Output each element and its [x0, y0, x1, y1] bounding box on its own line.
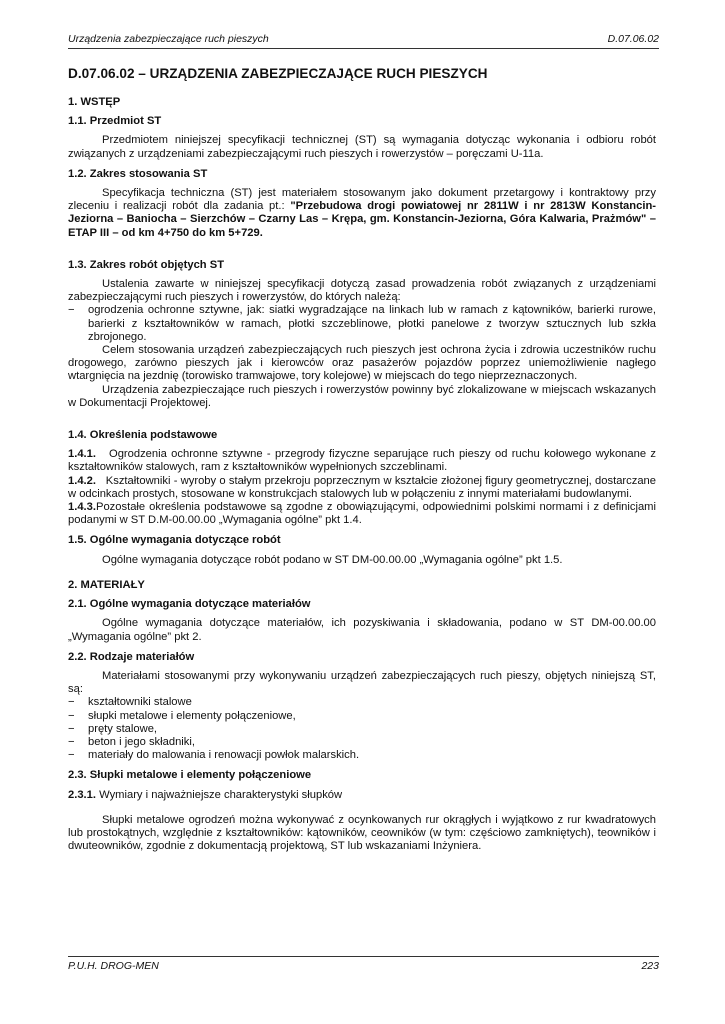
page-header [68, 33, 659, 49]
definition-number: 1.4.1. [68, 448, 96, 461]
page-title: D.07.06.02 – URZĄDZENIA ZABEZPIECZAJĄCE RUCH PIESZYCH [68, 66, 488, 81]
definition-number: 1.4.2. [68, 474, 96, 487]
list-item: − ogrodzenia ochronne sztywne, jak: siatki wygradzające na linkach lub w ramach z kątowników, barierki rurowe, barierki z kształtowników w ramach, płotki szczeblinowe, płotki panelowe z tworzyw sztucznych lub szkła zbrojonego. [68, 304, 656, 344]
definition-1-4-1 [68, 448, 656, 474]
paragraph-1-5: Ogólne wymagania dotyczące robót podano w ST DM-00.00.00 „Wymagania ogólne” pkt 1.5. [102, 553, 563, 566]
subsection-2-3-heading: 2.3. Słupki metalowe i elementy połączeniowe [68, 769, 312, 782]
definition-number: 2.3.1. [68, 788, 96, 801]
paragraph-2-2: Materiałami stosowanymi przy wykonywaniu urządzeń zabezpieczających ruch pieszy, objętych niniejszą ST, są: [68, 669, 656, 696]
paragraph-2-1: Ogólne wymagania dotyczące materiałów, ich pozyskiwania i składowania, podano w ST DM-00.00.00 „Wymagania ogólne” pkt 2. [68, 617, 656, 643]
paragraph-1-3-purpose: Celem stosowania urządzeń zabezpieczających ruch pieszych jest ochrona życia i zdrowia uczestników ruchu drogowego, zarówno pieszych jak i kierowców oraz pasażerów pojazdów poprzez uniemożliwienie nagłego wtargnięcia na jezdnię (torowisko tramwajowe, tory kolejowe) w miejscach do tego nieprzeznaczonych. [68, 344, 656, 383]
paragraph-2-3-1: Słupki metalowe ogrodzeń można wykonywać z ocynkowanych rur okrągłych i wyjątkowo z rur kwadratowych lub prostokątnych, względnie z kształtowników: kątowników, ceowników (w tym: częściowo zamkniętych), teowników i dwuteowników, zgodnie z dokumentacją projektową, ST lub wskazaniami Inżyniera. [68, 813, 656, 853]
definition-text: Pozostałe określenia podstawowe są zgodne z obowiązującymi, odpowiednimi polskimi normami i z definicjami podanymi w ST D.M-00.00.00 „Wymagania ogólne” pkt 1.4. [68, 501, 656, 527]
definition-2-3-1 [68, 789, 656, 802]
subsection-1-1-heading: 1.1. Przedmiot ST [68, 115, 162, 128]
footer-company: P.U.H. DROG-MEN [68, 960, 159, 972]
paragraph-1-3-intro: Ustalenia zawarte w niniejszej specyfikacji dotyczą zasad prowadzenia robót związanych z urządzeniami zabezpieczającymi ruch pieszych i rowerzystów, do których należą: [68, 278, 656, 304]
definition-text: Wymiary i najważniejsze charakterystyki słupków [99, 788, 343, 801]
subsection-2-2-heading: 2.2. Rodzaje materiałów [68, 650, 195, 663]
header-doc-code: D.07.06.02 [607, 33, 659, 45]
paragraph-1-2 [68, 187, 656, 240]
scope-list [68, 304, 656, 344]
definition-1-4-2 [68, 475, 656, 501]
list-item: − kształtowniki stalowe [68, 696, 656, 709]
definition-text: Kształtowniki - wyroby o stałym przekroju poprzecznym w kształcie złożonej figury geometrycznej, dostarczane w odcinkach prostych, stosowane w konstrukcjach stalowych lub w połączeniu z innymi materiałami budowlanymi. [68, 474, 656, 500]
definition-text: Ogrodzenia ochronne sztywne - przegrody fizyczne separujące ruch pieszy od ruchu kołowego wykonane z kształtowników stalowych, ram z kształtowników wypełnionych szczeblinami. [68, 448, 656, 474]
subsection-1-2-heading: 1.2. Zakres stosowania ST [68, 167, 208, 180]
document-body [68, 66, 656, 853]
materials-list [68, 696, 656, 762]
section-1-heading: 1. WSTĘP [68, 96, 121, 108]
project-name: "Przebudowa drogi powiatowej nr 2811W i nr 2813W Konstancin-Jeziorna – Baniocha – Sierzchów – Czarny Las – Krępa, gm. Konstancin-Jeziorna, Góra Kalwaria, Prażmów" – ETAP III – od km 4+750 do km 5+729. [68, 200, 657, 239]
header-doc-title: Urządzenia zabezpieczające ruch pieszych [68, 33, 269, 45]
definition-1-4-3 [68, 501, 656, 527]
subsection-2-1-heading: 2.1. Ogólne wymagania dotyczące materiałów [68, 598, 311, 611]
subsection-1-5-heading: 1.5. Ogólne wymagania dotyczące robót [68, 534, 281, 547]
list-item: − słupki metalowe i elementy połączeniowe, [68, 710, 656, 723]
page-footer [68, 956, 659, 973]
list-item: − pręty stalowe, [68, 723, 656, 736]
paragraph-1-1: Przedmiotem niniejszej specyfikacji technicznej (ST) są wymagania dotycząc wykonania i odbioru robót związanych z urządzeniami zabezpieczającymi ruch pieszych i rowerzystów – poręczami U-11a. [68, 134, 656, 160]
paragraph-1-2-text: Specyfikacja techniczna (ST) jest materiałem stosowanym jako dokument przetargowy i kontraktowy przy zleceniu i realizacji robót dla zadania pt.: [68, 187, 656, 213]
subsection-1-3-heading: 1.3. Zakres robót objętych ST [68, 258, 225, 271]
subsection-1-4-heading: 1.4. Określenia podstawowe [68, 429, 218, 442]
definition-number: 1.4.3. [68, 501, 96, 514]
paragraph-1-3-location: Urządzenia zabezpieczające ruch pieszych i rowerzystów powinny być zlokalizowane w miejscach wskazanych w Dokumentacji Projektowej. [68, 383, 656, 409]
section-2-heading: 2. MATERIAŁY [68, 578, 145, 591]
page-number: 223 [641, 960, 659, 972]
list-item: − beton i jego składniki, [68, 736, 656, 749]
list-item: − materiały do malowania i renowacji powłok malarskich. [68, 749, 656, 762]
